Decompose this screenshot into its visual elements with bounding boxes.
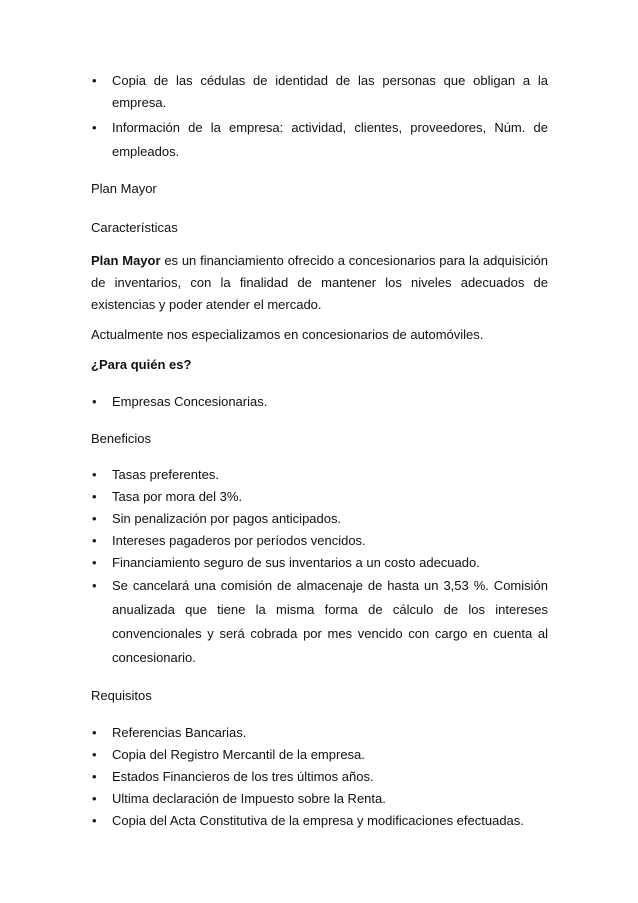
list-item-text: Financiamiento seguro de sus inventarios a un costo adecuado.	[112, 555, 480, 570]
description-paragraph	[91, 250, 548, 316]
list-item	[91, 486, 548, 508]
list-item-text: Información de la empresa: actividad, clientes, proveedores, Núm. de empleados.	[112, 120, 548, 159]
list-item-text: Sin penalización por pagos anticipados.	[112, 511, 342, 526]
list-item	[91, 116, 548, 164]
beneficios-list	[91, 464, 548, 670]
list-item-text: Estados Financieros de los tres últimos años.	[112, 769, 374, 784]
list-item	[91, 508, 548, 530]
list-item-text: Intereses pagaderos por períodos vencidos.	[112, 533, 366, 548]
document-page	[91, 70, 548, 832]
section-title: Plan Mayor	[91, 181, 157, 196]
list-item-text: Tasa por mora del 3%.	[112, 489, 243, 504]
bullet-icon: •	[92, 73, 97, 88]
bullet-icon: •	[92, 578, 97, 593]
list-item	[91, 391, 548, 413]
list-item-text: Copia del Registro Mercantil de la empresa.	[112, 747, 365, 762]
list-item	[91, 464, 548, 486]
beneficios-heading: Beneficios	[91, 431, 151, 446]
list-item	[91, 788, 548, 810]
para-quien-heading: ¿Para quién es?	[91, 357, 192, 372]
bullet-icon: •	[92, 555, 97, 570]
list-item	[91, 766, 548, 788]
bullet-icon: •	[92, 511, 97, 526]
bullet-icon: •	[92, 533, 97, 548]
list-item-text: Ultima declaración de Impuesto sobre la Renta.	[112, 791, 386, 806]
subsection-caracteristicas: Características	[91, 220, 178, 235]
bullet-icon: •	[92, 813, 97, 828]
specialization-text: Actualmente nos especializamos en concesionarios de automóviles.	[91, 327, 484, 342]
requisitos-heading: Requisitos	[91, 688, 152, 703]
bullet-icon: •	[92, 489, 97, 504]
description-lead: Plan Mayor	[91, 253, 161, 268]
requisitos-list	[91, 722, 548, 832]
list-item-text: Copia de las cédulas de identidad de las personas que obligan a la empresa.	[112, 73, 548, 110]
bullet-icon: •	[92, 120, 97, 135]
bullet-icon: •	[92, 725, 97, 740]
bullet-icon: •	[92, 747, 97, 762]
list-item	[91, 552, 548, 574]
bullet-icon: •	[92, 791, 97, 806]
list-item-text: Copia del Acta Constitutiva de la empresa y modificaciones efectuadas.	[112, 813, 524, 828]
list-item-text: Tasas preferentes.	[112, 467, 219, 482]
bullet-icon: •	[92, 394, 97, 409]
list-item	[91, 530, 548, 552]
list-item	[91, 722, 548, 744]
para-quien-list	[91, 391, 548, 413]
intro-list	[91, 70, 548, 164]
list-item-text: Se cancelará una comisión de almacenaje de hasta un 3,53 %. Comisión anualizada que tiene la misma forma de cálculo de los intereses convencionales y será cobrada por mes vencido con cargo en cuenta al concesionario.	[112, 578, 548, 665]
description-text: es un financiamiento ofrecido a concesionarios para la adquisición de inventarios, con la finalidad de mantener los niveles adecuados de existencias y poder atender el mercado.	[91, 253, 548, 312]
bullet-icon: •	[92, 769, 97, 784]
list-item-text: Empresas Concesionarias.	[112, 394, 268, 409]
list-item-text: Referencias Bancarias.	[112, 725, 247, 740]
list-item	[91, 810, 548, 832]
list-item	[91, 744, 548, 766]
list-item	[91, 70, 548, 114]
bullet-icon: •	[92, 467, 97, 482]
list-item	[91, 574, 548, 670]
